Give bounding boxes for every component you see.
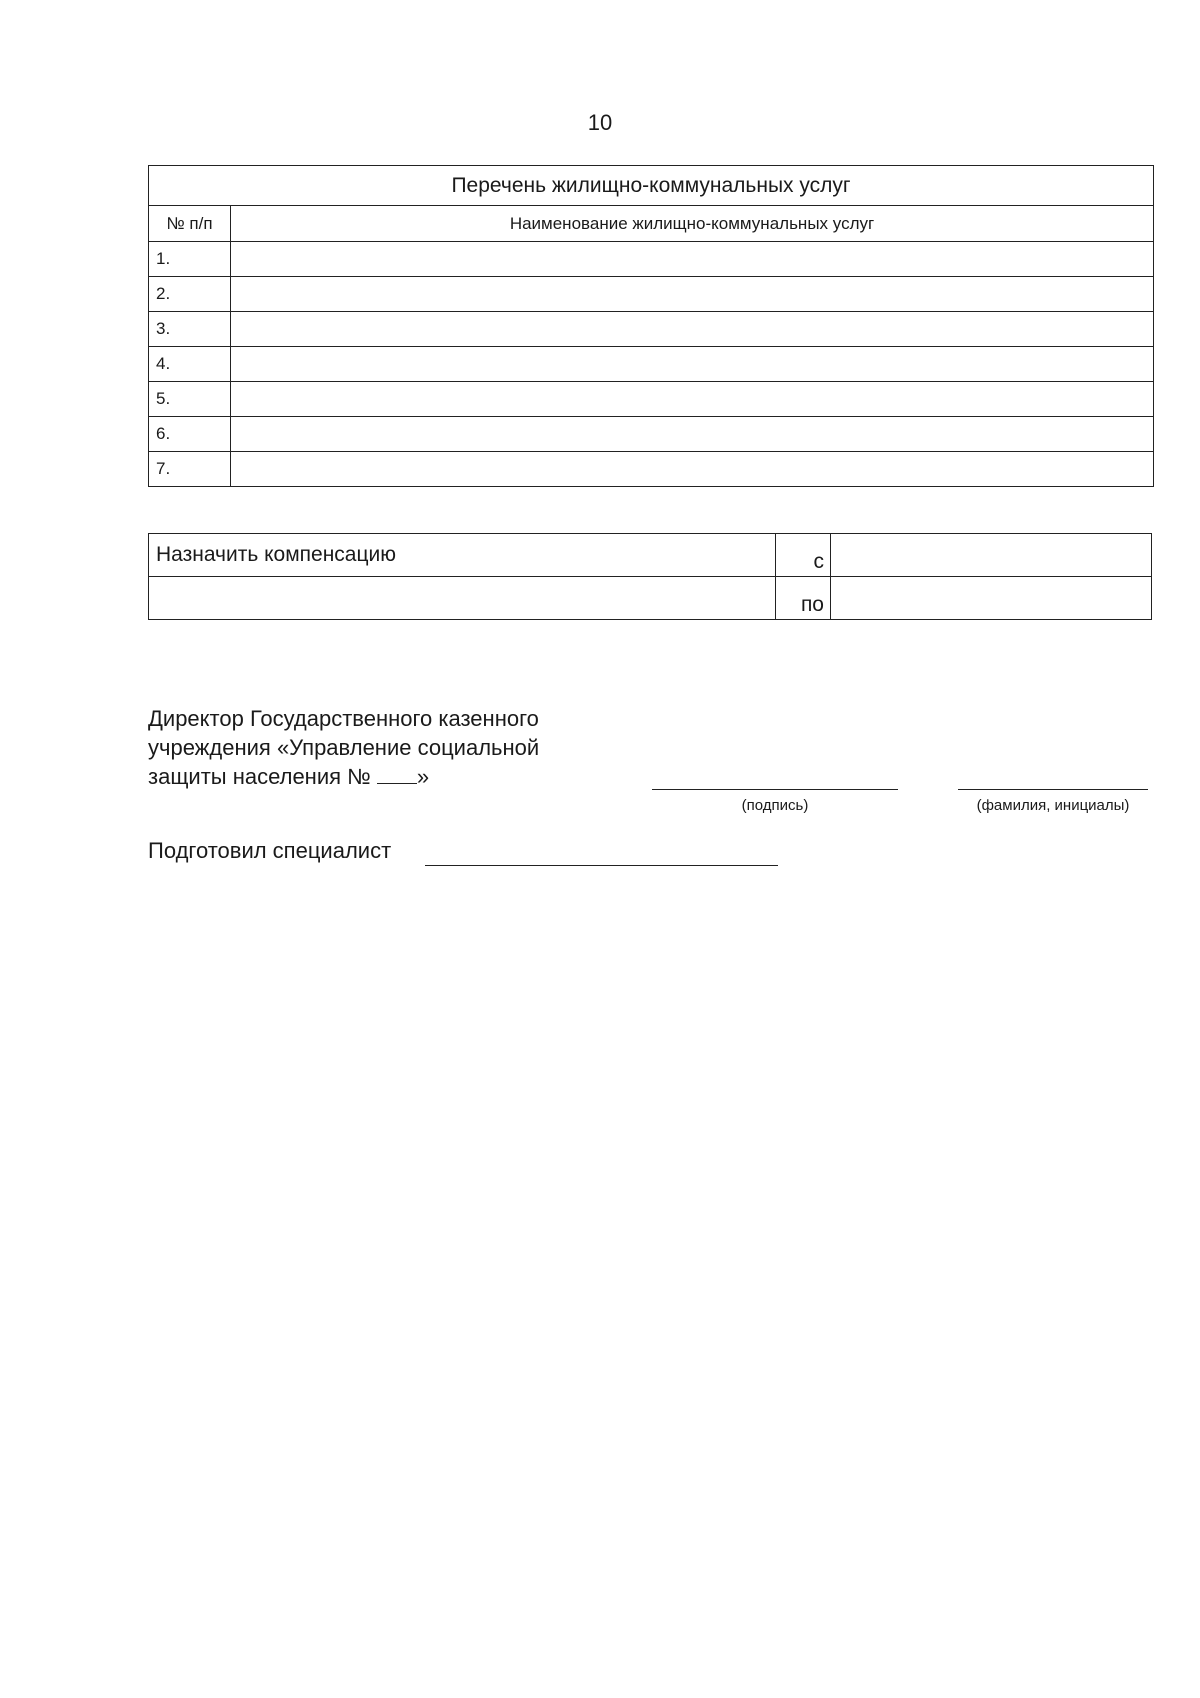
service-name-cell[interactable] (231, 417, 1154, 452)
compensation-empty-cell (149, 577, 776, 620)
service-name-cell[interactable] (231, 382, 1154, 417)
name-caption: (фамилия, инициалы) (976, 797, 1130, 814)
director-title (148, 704, 668, 791)
from-label: с (776, 534, 831, 577)
director-line-3-prefix: защиты населения № (148, 764, 371, 789)
services-table-header-row (149, 206, 1154, 242)
service-name-cell[interactable] (231, 347, 1154, 382)
specialist-line[interactable] (425, 865, 778, 866)
compensation-from-row (149, 534, 1152, 577)
services-table-title-row (149, 166, 1154, 206)
prepared-by-label: Подготовил специалист (148, 838, 392, 863)
compensation-label: Назначить компенсацию (149, 534, 776, 577)
row-number: 3. (149, 312, 231, 347)
service-name-cell[interactable] (231, 242, 1154, 277)
signature-caption: (подпись) (741, 797, 809, 814)
row-number: 5. (149, 382, 231, 417)
director-line-2: учреждения «Управление социальной (148, 735, 540, 760)
table-row (149, 347, 1154, 382)
table-row (149, 312, 1154, 347)
director-line-3-suffix: » (416, 764, 430, 789)
compensation-table (148, 533, 1152, 620)
compensation-to-row (149, 577, 1152, 620)
service-name-cell[interactable] (231, 277, 1154, 312)
table-row (149, 417, 1154, 452)
table-row (149, 242, 1154, 277)
row-number: 7. (149, 452, 231, 487)
director-line-1: Директор Государственного казенного (148, 706, 539, 731)
table-row (149, 277, 1154, 312)
row-number: 1. (149, 242, 231, 277)
service-name-cell[interactable] (231, 312, 1154, 347)
director-line-3 (148, 762, 668, 791)
table-row (149, 452, 1154, 487)
page-number: 10 (587, 110, 613, 135)
services-table (148, 165, 1154, 487)
column-header-service-name: Наименование жилищно-коммунальных услуг (231, 206, 1154, 242)
from-date-field[interactable] (831, 534, 1152, 577)
service-name-cell[interactable] (231, 452, 1154, 487)
signature-line[interactable] (652, 789, 898, 790)
to-date-field[interactable] (831, 577, 1152, 620)
to-label: по (776, 577, 831, 620)
row-number: 4. (149, 347, 231, 382)
column-header-number: № п/п (149, 206, 231, 242)
name-line[interactable] (958, 789, 1148, 790)
row-number: 2. (149, 277, 231, 312)
services-table-title: Перечень жилищно-коммунальных услуг (149, 166, 1154, 206)
row-number: 6. (149, 417, 231, 452)
table-row (149, 382, 1154, 417)
department-number-blank[interactable] (377, 765, 417, 784)
